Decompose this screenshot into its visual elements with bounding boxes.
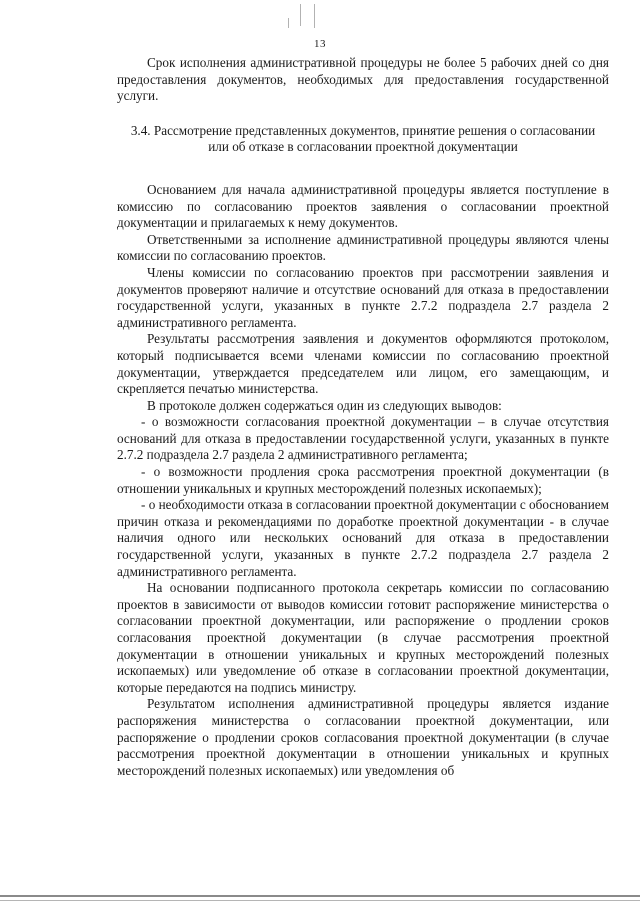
scan-edge bbox=[0, 900, 640, 901]
body-paragraph: Результатом исполнения административной процедуры является издание распоряжения министерства о согласовании проектной документации, или распоряжение о продлении сроков согласования проектной документации (в случае рассмотрения проектной документации в отношении уникальных и крупных месторождений полезных ископаемых) или уведомления об bbox=[117, 696, 609, 778]
scan-edge bbox=[0, 895, 640, 897]
conclusion-item: - о возможности согласования проектной документации – в случае отсутствия оснований для отказа в предоставлении государственной услуги, указанных в пункте 2.7.2 подраздела 2.7 раздела 2 административного регламента; bbox=[117, 414, 609, 463]
scan-artifact bbox=[278, 4, 338, 30]
body-paragraph: На основании подписанного протокола секретарь комиссии по согласованию проектов в зависимости от выводов комиссии готовит распоряжение министерства о согласовании проектной документации, или распоряжение о продлении сроков согласования проектной документации (в случае рассмотрения проектной документации в отношении уникальных и крупных месторождений полезных ископаемых) или уведомление об отказе в согласовании проектной документации, которые передаются на подпись министру. bbox=[117, 580, 609, 695]
conclusion-item: - о необходимости отказа в согласовании проектной документации с обоснованием причин отказа и рекомендациями по доработке проектной документации - в случае наличия одного или нескольких оснований для отказа в предоставлении государственной услуги, указанных в пункте 2.7.2 подраздела 2.7 раздела 2 административного регламента. bbox=[117, 497, 609, 579]
document-body bbox=[117, 55, 609, 779]
intro-paragraph: Срок исполнения административной процедуры не более 5 рабочих дней со дня предоставления документов, необходимых для предоставления государственной услуги. bbox=[117, 55, 609, 104]
page-number: 13 bbox=[314, 38, 326, 50]
body-paragraph: В протоколе должен содержаться один из следующих выводов: bbox=[147, 397, 502, 413]
conclusion-item: - о возможности продления срока рассмотрения проектной документации (в отношении уникальных и крупных месторождений полезных ископаемых); bbox=[117, 464, 609, 496]
body-paragraph: Ответственными за исполнение административной процедуры являются члены комиссии по согласованию проектов. bbox=[117, 231, 609, 264]
body-paragraph: Основанием для начала административной процедуры является поступление в комиссию по согласованию проектов заявления о согласовании проектной документации и прилагаемых к нему документов. bbox=[117, 181, 609, 231]
section-heading: 3.4. Рассмотрение представленных документов, принятие решения о согласовании или об отказе в согласовании проектной документации bbox=[130, 122, 596, 155]
body-paragraph: Результаты рассмотрения заявления и документов оформляются протоколом, который подписывается всеми членами комиссии по согласованию проектной документации, утверждается председателем или лицом, его замещающим, и скрепляется печатью министерства. bbox=[117, 331, 609, 397]
body-paragraph: Члены комиссии по согласованию проектов при рассмотрении заявления и документов проверяют наличие и отсутствие оснований для отказа в предоставлении государственной услуги, указанных в пункте 2.7.2 подраздела 2.7 раздела 2 административного регламента. bbox=[117, 264, 609, 330]
